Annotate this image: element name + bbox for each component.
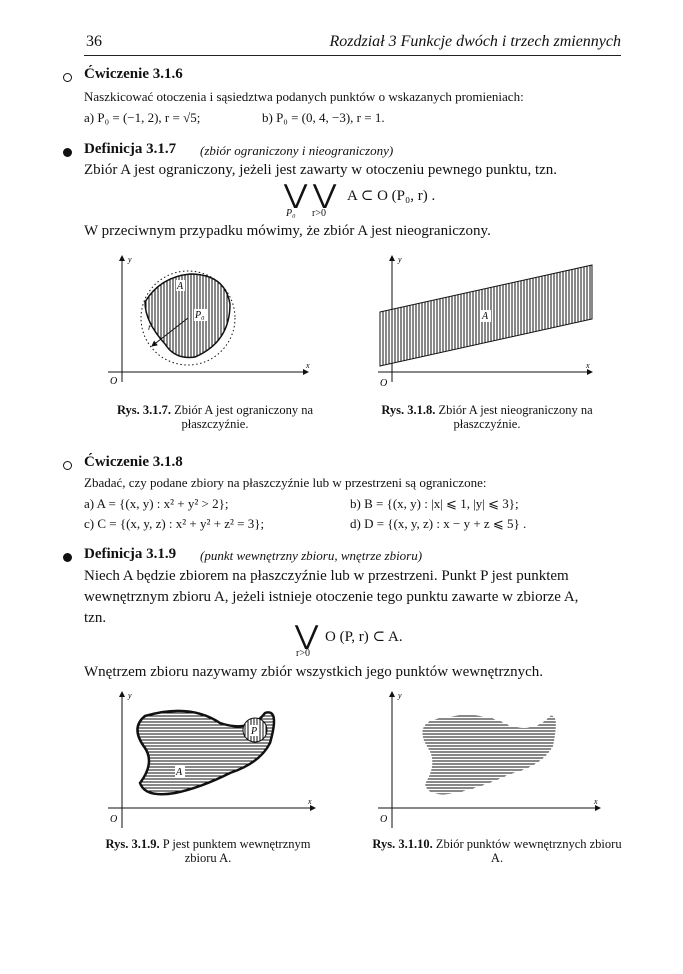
x-axis-label: x xyxy=(594,797,598,806)
set-label: A xyxy=(176,767,183,778)
exercise-bullet-icon xyxy=(63,461,72,470)
y-axis-label: y xyxy=(398,691,402,700)
definition-bullet-icon xyxy=(63,148,72,157)
set-label: A xyxy=(177,281,184,292)
formula-subscript: r>0 xyxy=(296,648,310,659)
formula-subscript: r>0 xyxy=(312,208,326,219)
exercise-title: Ćwiczenie 3.1.8 xyxy=(84,454,183,470)
exercise-item-c: c) C = {(x, y, z) : x² + y² + z² = 3}; xyxy=(84,516,265,531)
quantifier-symbol: ⋁ xyxy=(294,621,319,650)
definition-bullet-icon xyxy=(63,553,72,562)
definition-text: Wnętrzem zbioru nazywamy zbiór wszystkich jego punktów wewnętrznych. xyxy=(84,664,544,680)
exercise-title: Ćwiczenie 3.1.6 xyxy=(84,66,183,82)
exercise-text: Zbadać, czy podane zbiory na płaszczyźnie lub w przestrzeni są ograniczone: xyxy=(84,475,487,490)
figure-caption xyxy=(352,403,622,431)
definition-text: Zbiór A jest ograniczony, jeżeli jest zawarty w otoczeniu pewnego punktu, tzn. xyxy=(84,162,558,178)
exercise-bullet-icon xyxy=(63,73,72,82)
x-axis-label: x xyxy=(308,797,312,806)
origin-label: O xyxy=(110,814,118,825)
origin-label: O xyxy=(380,814,388,825)
caption-label: Rys. 3.1.10. xyxy=(372,837,433,851)
caption-text: Zbiór punktów wewnętrznych zbioru A. xyxy=(435,837,622,865)
caption-text: Zbiór A jest nieograniczony na płaszczyźnie. xyxy=(438,403,593,431)
figure-interior-point xyxy=(100,688,325,833)
origin-label: O xyxy=(110,376,118,387)
point-label: P xyxy=(251,726,258,737)
caption-label: Rys. 3.1.7. xyxy=(116,403,172,417)
page-number: 36 xyxy=(86,33,102,50)
caption-text: P jest punktem wewnętrznym zbioru A. xyxy=(162,837,311,865)
figure-caption xyxy=(88,837,328,865)
figure-unbounded-set xyxy=(370,252,600,397)
figure-caption xyxy=(100,403,330,431)
exercise-item-a: a) P₀ = (−1, 2), r = √5; xyxy=(84,110,201,125)
exercise-item-b: b) B = {(x, y) : |x| ⩽ 1, |y| ⩽ 3}; xyxy=(350,496,519,511)
caption-text: Zbiór A jest ograniczony na płaszczyźnie. xyxy=(174,403,314,431)
exercise-text: Naszkicować otoczenia i sąsiedztwa podanych punktów o wskazanych promieniach: xyxy=(84,89,524,104)
formula: A ⊂ O (P₀, r) . xyxy=(347,188,436,204)
quantifier-symbol: ⋁ xyxy=(312,180,337,209)
figure-bounded-set xyxy=(100,252,320,397)
formula: O (P, r) ⊂ A. xyxy=(325,629,403,645)
chapter-title: Rozdział 3 Funkcje dwóch i trzech zmiennych xyxy=(329,33,621,50)
y-axis-label: y xyxy=(128,255,132,264)
exercise-item-a: a) A = {(x, y) : x² + y² > 2}; xyxy=(84,496,229,511)
point-label: P₀ xyxy=(195,310,205,321)
definition-title: Definicja 3.1.7 xyxy=(84,141,177,157)
figure-interior-set xyxy=(370,688,605,833)
figure-caption xyxy=(372,837,622,865)
exercise-item-b: b) P₀ = (0, 4, −3), r = 1. xyxy=(262,110,385,125)
y-axis-label: y xyxy=(128,691,132,700)
definition-title: Definicja 3.1.9 xyxy=(84,546,177,562)
definition-text: Niech A będzie zbiorem na płaszczyźnie lub w przestrzeni. Punkt P jest punktem xyxy=(84,568,569,584)
definition-text: W przeciwnym przypadku mówimy, że zbiór A jest nieograniczony. xyxy=(84,223,491,239)
definition-subtitle: (punkt wewnętrzny zbioru, wnętrze zbioru) xyxy=(200,548,423,563)
definition-subtitle: (zbiór ograniczony i nieograniczony) xyxy=(200,143,394,158)
formula-subscript: P₀ xyxy=(286,208,296,219)
set-label: A xyxy=(482,311,489,322)
caption-label: Rys. 3.1.8. xyxy=(381,403,436,417)
y-axis-label: y xyxy=(398,255,402,264)
origin-label: O xyxy=(380,378,388,389)
definition-text: wewnętrznym zbioru A, jeżeli istnieje otoczenie tego punktu zawarte w zbiorze A, xyxy=(84,589,579,605)
x-axis-label: x xyxy=(306,361,310,370)
exercise-item-d: d) D = {(x, y, z) : x − y + z ⩽ 5} . xyxy=(350,516,527,531)
quantifier-symbol: ⋁ xyxy=(283,180,308,209)
header-rule xyxy=(84,55,621,56)
radius-label: r xyxy=(148,322,152,332)
x-axis-label: x xyxy=(586,361,590,370)
definition-text: tzn. xyxy=(84,610,107,626)
caption-label: Rys. 3.1.9. xyxy=(105,837,160,851)
